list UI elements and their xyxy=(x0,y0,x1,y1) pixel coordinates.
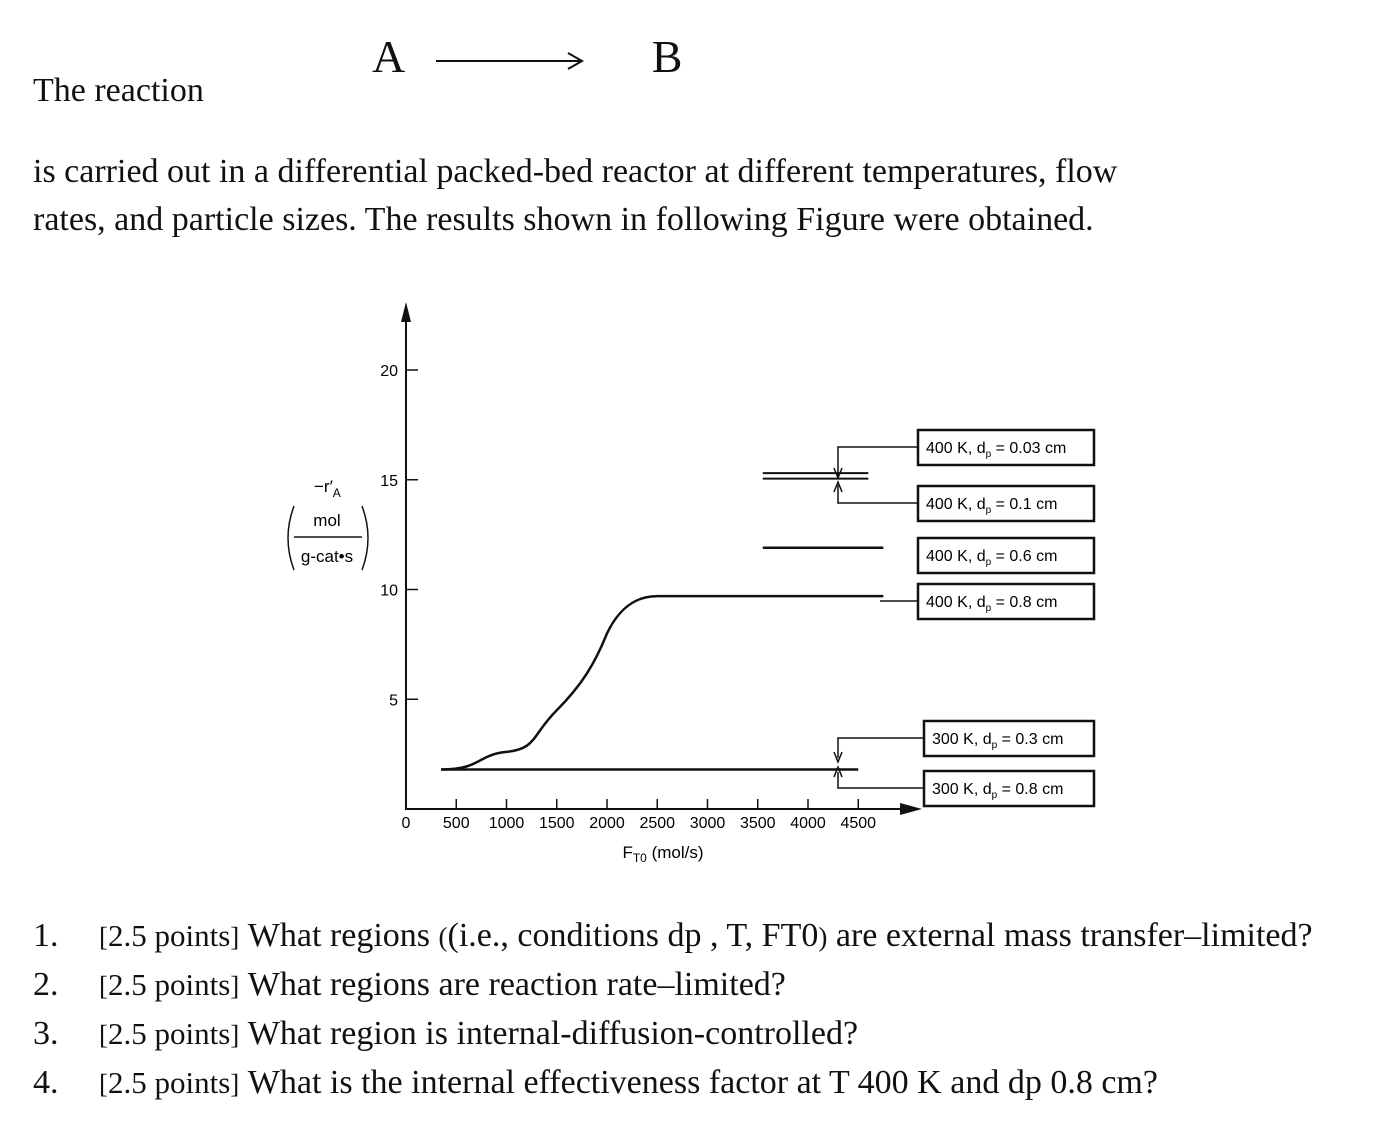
question-body: [2.5 points] What regions are reaction rate–limited? xyxy=(99,966,786,1003)
question-text: What regions are reaction rate–limited? xyxy=(247,966,786,1003)
x-tick-label: 1000 xyxy=(488,815,525,832)
legend-item-300k-08cm xyxy=(924,771,1094,806)
question-item-2 xyxy=(33,961,1373,1010)
legend-item-400k-08cm xyxy=(918,584,1094,619)
y-ticks xyxy=(380,363,418,709)
x-tick-label: 1500 xyxy=(538,815,575,832)
question-body: [2.5 points] What regions ((i.e., conditions dp , T, FT0) are external mass transfer–limited? xyxy=(99,917,1313,954)
x-tick-label: 3500 xyxy=(739,815,776,832)
reaction-arrow xyxy=(432,46,622,76)
question-body: [2.5 points] What region is internal-diffusion-controlled? xyxy=(99,1015,859,1052)
question-number: 3. xyxy=(33,1015,59,1052)
question-text-2: are external mass transfer–limited? xyxy=(827,917,1313,954)
question-points: 2.5 points xyxy=(108,918,231,953)
y-label-denominator: g-cat•s xyxy=(300,547,354,566)
legend-item-400k-003cm xyxy=(918,430,1094,465)
y-label-left-paren xyxy=(288,506,294,570)
legend xyxy=(918,430,1094,806)
x-tick-label: 4500 xyxy=(840,815,877,832)
question-text: What regions xyxy=(247,917,439,954)
leader-300k-03cm xyxy=(838,738,924,758)
reactant-label: A xyxy=(372,31,403,82)
legend-item-400k-01cm xyxy=(918,486,1094,521)
question-points: 2.5 points xyxy=(108,1016,231,1051)
legend-item-400k-06cm xyxy=(918,538,1094,573)
question-item-4 xyxy=(33,1059,1373,1108)
x-tick-label: 2500 xyxy=(639,815,676,832)
y-label-symbol: $-r'_A$ xyxy=(314,477,341,500)
legend-leaders xyxy=(834,447,924,788)
svg-text:400 K, dp = 0.1 cm: 400 K, $d_p = 0.1$ cm xyxy=(926,496,1058,516)
x-axis-arrowhead xyxy=(900,803,922,815)
leader-400k-01cm xyxy=(838,485,918,503)
description-line-1: is carried out in a differential packed-bed reactor at different temperatures, flow xyxy=(33,153,1118,190)
question-text: What region is internal-diffusion-controlled? xyxy=(247,1015,859,1052)
x-tick-label: 500 xyxy=(442,815,470,832)
intro-label: The reaction xyxy=(33,72,204,109)
rate-chart xyxy=(0,280,1388,880)
question-points: 2.5 points xyxy=(108,967,231,1002)
y-tick-label: 10 xyxy=(380,582,398,600)
legend-item-300k-03cm xyxy=(924,721,1094,756)
x-tick-label: 3000 xyxy=(689,815,726,832)
question-item-3 xyxy=(33,1010,1373,1059)
reaction-equation xyxy=(372,30,682,83)
svg-text:300 K, dp = 0.8 cm: 300 K, $d_p = 0.8$ cm xyxy=(932,781,1064,801)
x-ticks xyxy=(443,799,876,832)
question-number: 1. xyxy=(33,917,59,954)
series-curve-400k-08cm xyxy=(441,596,883,769)
product-label: B xyxy=(651,31,683,82)
question-number: 4. xyxy=(33,1064,59,1101)
y-axis-label xyxy=(288,477,368,570)
leader-300k-08cm xyxy=(838,772,924,788)
x-tick-label: 2000 xyxy=(589,815,625,832)
data-lines xyxy=(441,473,883,769)
question-list xyxy=(33,912,1373,1108)
leader-400k-003cm xyxy=(838,447,918,476)
svg-text:400 K, dp = 0.8 cm: 400 K, $d_p = 0.8$ cm xyxy=(926,594,1058,614)
y-tick-label: 15 xyxy=(380,472,398,490)
y-tick-label: 20 xyxy=(380,363,398,380)
y-label-right-paren xyxy=(362,506,368,570)
x-axis-label: $F_{T0}$ (mol/s) xyxy=(622,843,704,865)
question-paren: (i.e., conditions dp , T, FT0 xyxy=(447,917,819,954)
y-label-numerator: mol xyxy=(313,511,341,530)
question-item-1 xyxy=(33,912,1373,961)
question-number: 2. xyxy=(33,966,59,1003)
question-body: [2.5 points] What is the internal effectiveness factor at T 400 K and dp 0.8 cm? xyxy=(99,1064,1158,1101)
y-tick-label: 5 xyxy=(389,692,398,710)
svg-text:400 K, dp = 0.6 cm: 400 K, $d_p = 0.6$ cm xyxy=(926,548,1058,568)
question-text: What is the internal effectiveness factor at T 400 K and dp 0.8 cm? xyxy=(247,1064,1158,1101)
svg-text:300 K, dp = 0.3 cm: 300 K, $d_p = 0.3$ cm xyxy=(932,731,1064,751)
y-axis-arrowhead xyxy=(401,302,411,322)
x-origin-label: 0 xyxy=(401,815,411,832)
x-tick-label: 4000 xyxy=(790,815,826,832)
question-points: 2.5 points xyxy=(108,1065,231,1100)
svg-text:400 K, dp = 0.03 cm: 400 K, $d_p = 0.03$ cm xyxy=(926,440,1067,460)
description-paragraph xyxy=(33,148,1353,244)
description-line-2: rates, and particle sizes. The results shown in following Figure were obtained. xyxy=(33,201,1094,238)
